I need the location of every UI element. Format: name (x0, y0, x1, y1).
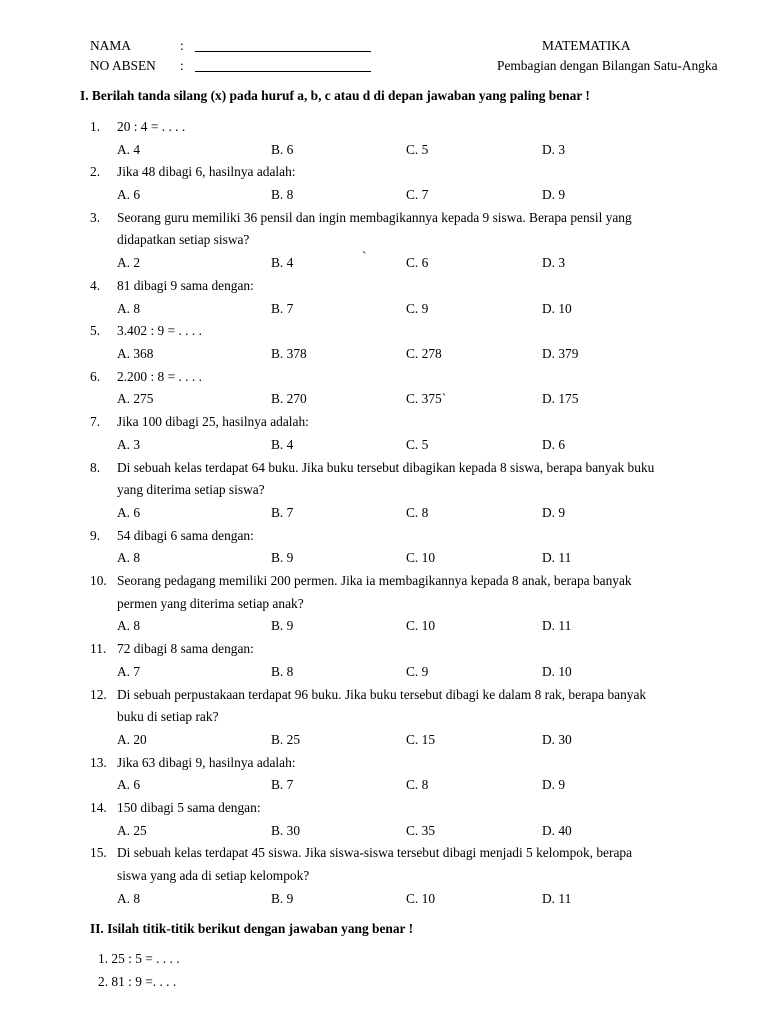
option-c[interactable]: C. 10 (406, 550, 436, 566)
question-number: 10. (90, 573, 107, 588)
option-c[interactable]: C. 6 (406, 255, 429, 271)
question-text: buku di setiap rak? (117, 709, 219, 725)
absen-field-row (90, 58, 730, 76)
question-text: 54 dibagi 6 sama dengan: (117, 527, 254, 543)
question-text: permen yang diterima setiap anak? (117, 595, 304, 611)
option-a[interactable]: A. 2 (117, 255, 141, 271)
question-text: 20 : 4 = . . . . (117, 119, 186, 134)
question-number: 4. (90, 277, 101, 293)
option-c[interactable]: C. 5 (406, 436, 429, 452)
option-b[interactable]: B. 378 (271, 345, 307, 361)
absen-blank-line[interactable] (195, 71, 371, 72)
question-number: 5. (90, 323, 101, 339)
option-c[interactable]: C. 15 (406, 731, 436, 747)
option-c[interactable]: C. 278 (406, 345, 442, 361)
option-c[interactable]: C. 10 (406, 890, 436, 906)
option-b[interactable]: B. 9 (271, 550, 294, 566)
question-number: 6. (90, 368, 101, 384)
question-number: 2. (90, 164, 101, 180)
name-label: NAMA (90, 38, 131, 53)
section-1-title: I. Berilah tanda silang (x) pada huruf a, b, c atau d di depan jawaban yang paling benar ! (80, 88, 590, 103)
question-text: Di sebuah kelas terdapat 64 buku. Jika buku tersebut dibagikan kepada 8 siswa, berapa banyak buku (117, 459, 655, 475)
option-c[interactable]: C. 375` (406, 391, 447, 407)
question-text: 3.402 : 9 = . . . . (117, 323, 202, 339)
question-text: didapatkan setiap siswa? (117, 232, 250, 248)
fill-item-1: 1. 25 : 5 = . . . . (98, 951, 180, 966)
option-d[interactable]: D. 3 (542, 255, 566, 271)
option-a[interactable]: A. 8 (117, 890, 141, 906)
option-c[interactable]: C. 8 (406, 777, 429, 793)
question-number: 1. (90, 119, 101, 134)
option-c[interactable]: C. 10 (406, 618, 436, 634)
option-c[interactable]: C. 7 (406, 187, 429, 203)
question-text: Seorang pedagang memiliki 200 permen. Jika ia membagikannya kepada 8 anak, berapa banyak (117, 573, 632, 588)
question-number: 12. (90, 686, 107, 702)
option-a[interactable]: A. 8 (117, 550, 141, 566)
question-text: 81 dibagi 9 sama dengan: (117, 277, 254, 293)
name-field-row (90, 38, 730, 56)
question-text: Di sebuah perpustakaan terdapat 96 buku. Jika buku tersebut dibagi ke dalam 8 rak, berapa banyak (117, 686, 647, 702)
option-a[interactable]: A. 20 (117, 731, 147, 747)
name-colon: : (180, 38, 184, 53)
option-b[interactable]: B. 4 (271, 255, 294, 271)
option-d[interactable]: D. 10 (542, 300, 572, 316)
option-a[interactable]: A. 8 (117, 300, 141, 316)
question-number: 7. (90, 414, 101, 430)
question-text: Jika 48 dibagi 6, hasilnya adalah: (117, 164, 296, 180)
option-a[interactable]: A. 6 (117, 504, 141, 520)
subject-title: MATEMATIKA (542, 38, 631, 53)
option-a[interactable]: A. 6 (117, 187, 141, 203)
question-text: Seorang guru memiliki 36 pensil dan ingin membagikannya kepada 9 siswa. Berapa pensil yang (117, 209, 632, 225)
option-d[interactable]: D. 175 (542, 391, 579, 407)
option-d[interactable]: D. 9 (542, 187, 566, 203)
question-text: 150 dibagi 5 sama dengan: (117, 800, 261, 815)
question-number: 9. (90, 527, 101, 543)
option-d[interactable]: D. 11 (542, 618, 572, 634)
option-b[interactable]: B. 7 (271, 504, 294, 520)
fill-item-2: 2. 81 : 9 =. . . . (98, 974, 177, 989)
question-number: 11. (90, 641, 107, 657)
option-a[interactable]: A. 3 (117, 436, 141, 452)
question-text: yang diterima setiap siswa? (117, 482, 265, 498)
option-b[interactable]: B. 7 (271, 300, 294, 316)
question-number: 8. (90, 459, 101, 475)
option-a[interactable]: A. 4 (117, 141, 141, 157)
option-c[interactable]: C. 9 (406, 663, 429, 679)
option-b[interactable]: B. 8 (271, 663, 294, 679)
option-d[interactable]: D. 30 (542, 731, 572, 747)
option-d[interactable]: D. 9 (542, 777, 566, 793)
option-a[interactable]: A. 8 (117, 618, 141, 634)
option-d[interactable]: D. 11 (542, 890, 572, 906)
option-a[interactable]: A. 275 (117, 391, 154, 407)
option-a[interactable]: A. 368 (117, 345, 154, 361)
option-b[interactable]: B. 8 (271, 187, 294, 203)
option-b[interactable]: B. 25 (271, 731, 301, 747)
option-a[interactable]: A. 25 (117, 822, 147, 838)
option-d[interactable]: D. 11 (542, 550, 572, 566)
option-b[interactable]: B. 30 (271, 822, 301, 838)
question-number: 15. (90, 845, 107, 861)
absen-colon: : (180, 58, 184, 73)
question-text: Di sebuah kelas terdapat 45 siswa. Jika siswa-siswa tersebut dibagi menjadi 5 kelompok, berapa (117, 845, 633, 861)
option-b[interactable]: B. 9 (271, 618, 294, 634)
question-text: 2.200 : 8 = . . . . (117, 368, 202, 384)
option-c[interactable]: C. 8 (406, 504, 429, 520)
option-d[interactable]: D. 40 (542, 822, 572, 838)
option-b[interactable]: B. 6 (271, 141, 294, 157)
question-number: 14. (90, 800, 107, 815)
question-text: siswa yang ada di setiap kelompok? (117, 868, 310, 884)
option-d[interactable]: D. 9 (542, 504, 566, 520)
option-b[interactable]: B. 270 (271, 391, 307, 407)
option-a[interactable]: A. 6 (117, 777, 141, 793)
question-number: 13. (90, 754, 107, 770)
option-b[interactable]: B. 9 (271, 890, 294, 906)
question-text: 72 dibagi 8 sama dengan: (117, 641, 254, 657)
topic-title: Pembagian dengan Bilangan Satu-Angka (497, 58, 718, 73)
option-c[interactable]: C. 5 (406, 141, 429, 157)
option-c[interactable]: C. 35 (406, 822, 436, 838)
absen-label: NO ABSEN (90, 58, 156, 73)
question-text: Jika 100 dibagi 25, hasilnya adalah: (117, 414, 309, 430)
option-c[interactable]: C. 9 (406, 300, 429, 316)
option-a[interactable]: A. 7 (117, 663, 141, 679)
option-b[interactable]: B. 4 (271, 436, 294, 452)
option-d[interactable]: D. 6 (542, 436, 566, 452)
option-d[interactable]: D. 10 (542, 663, 572, 679)
option-d[interactable]: D. 3 (542, 141, 566, 157)
section-2-title: II. Isilah titik-titik berikut dengan jawaban yang benar ! (90, 921, 414, 936)
option-b[interactable]: B. 7 (271, 777, 294, 793)
option-d[interactable]: D. 379 (542, 345, 579, 361)
name-blank-line[interactable] (195, 51, 371, 52)
stray-mark: ` (362, 249, 367, 265)
question-text: Jika 63 dibagi 9, hasilnya adalah: (117, 754, 296, 770)
question-number: 3. (90, 209, 101, 225)
